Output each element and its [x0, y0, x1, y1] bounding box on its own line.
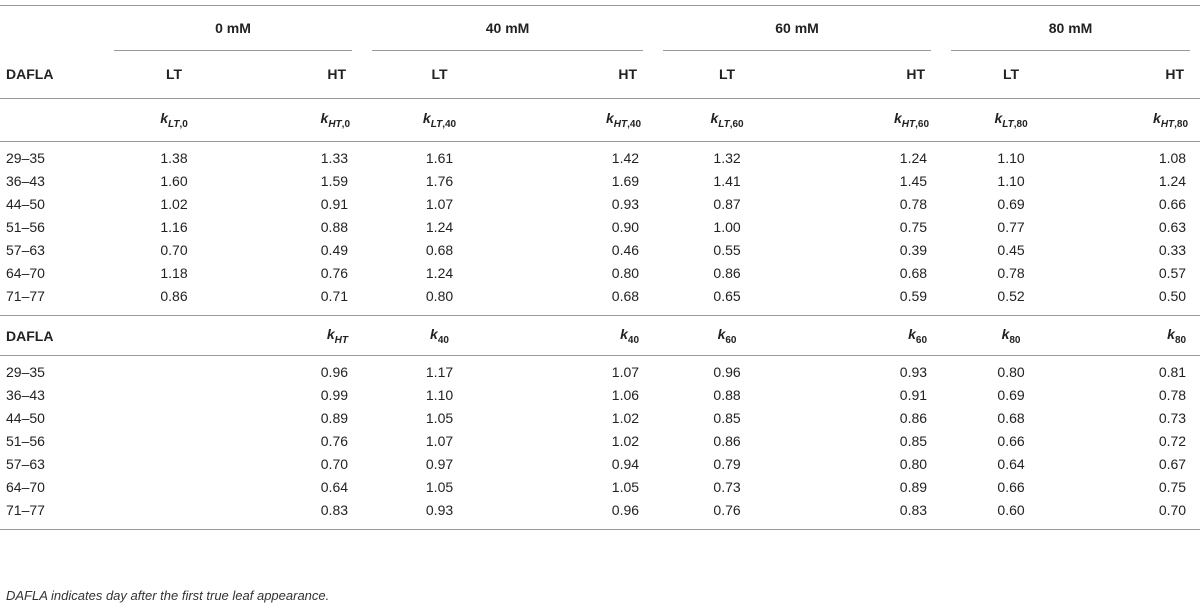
coefficient-header [801, 99, 941, 142]
coefficient-header [941, 316, 1081, 356]
coefficient-main: k [994, 110, 1003, 127]
value-cell: 0.49 [320, 241, 349, 258]
value-cell: 0.67 [1158, 455, 1187, 472]
coefficient-subscript [725, 334, 736, 345]
value-cell: 0.73 [713, 478, 741, 495]
value-cell: 1.61 [425, 149, 454, 166]
value-cell: 0.68 [425, 241, 454, 258]
value-cell: 0.86 [713, 264, 741, 281]
empty-cell [104, 433, 244, 456]
sublabel-ht: HT [618, 66, 638, 83]
concentration-header: 40 mM [485, 19, 530, 36]
coefficient-symbol [710, 110, 744, 130]
concentration-header: 60 mM [775, 19, 819, 36]
coefficient-num: ,0 [179, 118, 188, 130]
dafla-cell: 29–35 [6, 149, 45, 166]
coefficient-sub: HT [901, 118, 916, 130]
value-cell: 1.05 [425, 409, 454, 426]
coefficient-subscript [1175, 334, 1186, 345]
value-cell: 0.66 [997, 478, 1025, 495]
value-cell: 0.60 [997, 501, 1025, 518]
value-cell: 0.59 [899, 287, 928, 304]
coefficient-header [244, 99, 362, 142]
value-cell: 0.94 [611, 455, 640, 472]
dafla-cell: 64–70 [6, 478, 45, 495]
value-cell: 0.96 [713, 363, 741, 380]
value-cell: 1.08 [1158, 149, 1187, 166]
value-cell: 1.02 [160, 195, 188, 212]
value-cell: 0.69 [997, 195, 1025, 212]
coefficient-symbol [320, 110, 351, 130]
value-cell: 0.90 [611, 218, 640, 235]
coefficient-main: k [320, 110, 329, 127]
concentration-header: 80 mM [1048, 19, 1093, 36]
coefficient-subscript [328, 119, 350, 130]
value-cell: 0.93 [611, 195, 640, 212]
value-cell: 1.32 [713, 149, 741, 166]
coefficient-subscript [902, 119, 929, 130]
coefficient-header [104, 99, 244, 142]
value-cell: 1.24 [1158, 172, 1187, 189]
dafla-cell: 51–56 [6, 432, 45, 449]
footnote: DAFLA indicates day after the first true leaf appearance. [6, 588, 330, 603]
value-cell: 0.85 [713, 409, 741, 426]
coefficient-subscript [1002, 119, 1027, 130]
coefficient-header [517, 99, 653, 142]
value-cell: 0.46 [611, 241, 640, 258]
value-cell: 0.83 [899, 501, 928, 518]
value-cell: 0.52 [997, 287, 1025, 304]
value-cell: 0.64 [320, 478, 349, 495]
dafla-cell: 57–63 [6, 455, 45, 472]
coefficient-num: 40 [627, 334, 640, 346]
coefficient-sub: LT [167, 118, 180, 130]
empty-cell [104, 387, 244, 410]
value-cell: 0.75 [899, 218, 928, 235]
value-cell: 0.69 [997, 386, 1025, 403]
header-concentration-row [0, 6, 1200, 50]
value-cell: 0.78 [1158, 386, 1187, 403]
value-cell: 0.80 [899, 455, 928, 472]
value-cell: 0.86 [899, 409, 928, 426]
value-cell: 0.57 [1158, 264, 1187, 281]
value-cell: 1.76 [425, 172, 454, 189]
value-cell: 1.24 [425, 264, 454, 281]
table-row [0, 433, 1200, 456]
spacer-row [0, 142, 1200, 150]
section2-label: DAFLA [6, 327, 54, 344]
value-cell: 0.96 [320, 363, 349, 380]
table-row [0, 479, 1200, 502]
value-cell: 1.33 [320, 149, 349, 166]
value-cell: 0.68 [611, 287, 640, 304]
value-cell: 1.18 [160, 264, 188, 281]
value-cell: 0.76 [713, 501, 741, 518]
value-cell: 0.45 [997, 241, 1025, 258]
value-cell: 0.55 [713, 241, 741, 258]
value-cell: 0.83 [320, 501, 349, 518]
coefficient-header [362, 99, 517, 142]
coefficient-subscript [628, 334, 639, 345]
coefficient-header [517, 316, 653, 356]
value-cell: 1.05 [425, 478, 454, 495]
coefficient-header [1081, 99, 1200, 142]
coefficient-num: ,40 [442, 118, 457, 130]
coefficient-blank [0, 99, 104, 142]
value-cell: 0.88 [713, 386, 741, 403]
coefficient-main: k [908, 325, 916, 342]
table-row [0, 242, 1200, 265]
value-cell: 1.07 [611, 363, 640, 380]
value-cell: 0.97 [425, 455, 454, 472]
table-row [0, 364, 1200, 387]
coefficient-num: 80 [1009, 334, 1021, 346]
value-cell: 1.06 [611, 386, 640, 403]
value-cell: 0.75 [1158, 478, 1187, 495]
table-row [0, 387, 1200, 410]
sublabel-lt: LT [1003, 66, 1020, 83]
sublabel-lt: LT [718, 66, 736, 83]
sublabel-ht: HT [327, 66, 347, 83]
coefficient-main: k [430, 325, 438, 342]
value-cell: 1.07 [425, 432, 454, 449]
coefficient-symbol [422, 110, 457, 130]
table-row [0, 219, 1200, 242]
dafla-cell: 36–43 [6, 172, 45, 189]
value-cell: 0.93 [425, 501, 454, 518]
coefficient-subscript [431, 119, 456, 130]
value-cell: 1.02 [611, 432, 640, 449]
value-cell: 0.64 [997, 455, 1025, 472]
spacer-cell [0, 356, 104, 364]
coefficient-symbol [430, 325, 449, 346]
coefficient-sub: HT [613, 118, 628, 130]
data-table [0, 5, 1200, 530]
value-cell: 1.10 [997, 149, 1025, 166]
value-cell: 1.41 [713, 172, 741, 189]
value-cell: 0.65 [713, 287, 741, 304]
value-cell: 1.10 [997, 172, 1025, 189]
coefficient-main: k [717, 325, 726, 342]
value-cell: 0.89 [899, 478, 928, 495]
coefficient-symbol [1001, 325, 1021, 346]
value-cell: 0.80 [611, 264, 640, 281]
coefficient-row [0, 99, 1200, 142]
value-cell: 0.77 [997, 218, 1025, 235]
coefficient-subscript [438, 334, 449, 345]
coefficient-subscript [916, 334, 927, 345]
value-cell: 1.38 [160, 149, 188, 166]
value-cell: 0.86 [160, 287, 188, 304]
value-cell: 0.88 [320, 218, 349, 235]
value-cell: 0.85 [899, 432, 928, 449]
coefficient-sub: HT [334, 334, 349, 346]
value-cell: 0.68 [997, 409, 1025, 426]
value-cell: 1.16 [160, 218, 188, 235]
coefficient-symbol [717, 325, 737, 346]
dafla-cell: 29–35 [6, 363, 45, 380]
dafla-cell: 57–63 [6, 241, 45, 258]
row-header-dafla: DAFLA [6, 66, 54, 83]
empty-cell [104, 502, 244, 530]
value-cell: 0.96 [611, 501, 640, 518]
value-cell: 0.68 [899, 264, 928, 281]
section2-blank [104, 316, 244, 356]
coefficient-num: ,80 [1013, 118, 1028, 130]
empty-cell [104, 410, 244, 433]
empty-cell [104, 479, 244, 502]
dafla-cell: 44–50 [6, 195, 45, 212]
coefficient-main: k [620, 325, 628, 342]
value-cell: 0.91 [899, 386, 928, 403]
value-cell: 1.45 [899, 172, 928, 189]
dafla-cell: 44–50 [6, 409, 45, 426]
value-cell: 1.24 [425, 218, 454, 235]
sublabel-lt: LT [431, 66, 448, 83]
coefficient-num: 60 [915, 334, 928, 346]
value-cell: 0.91 [320, 195, 349, 212]
coefficient-main: k [1001, 325, 1010, 342]
table-row [0, 288, 1200, 316]
coefficient-header [244, 316, 362, 356]
value-cell: 0.78 [899, 195, 928, 212]
coefficient-sub: HT [1160, 118, 1175, 130]
value-cell: 0.81 [1158, 363, 1187, 380]
coefficient-symbol [894, 110, 930, 130]
coefficient-symbol [908, 325, 928, 346]
coefficient-num: ,80 [1174, 118, 1189, 130]
coefficient-header [941, 99, 1081, 142]
coefficient-subscript [718, 119, 743, 130]
value-cell: 1.24 [899, 149, 928, 166]
coefficient-num: ,0 [341, 118, 351, 130]
concentration-header: 0 mM [215, 19, 251, 36]
coefficient-header [1081, 316, 1200, 356]
value-cell: 0.89 [320, 409, 349, 426]
coefficient-num: ,60 [729, 118, 744, 130]
value-cell: 0.99 [320, 386, 349, 403]
table-row [0, 410, 1200, 433]
coefficient-header [801, 316, 941, 356]
coefficient-main: k [326, 325, 335, 342]
value-cell: 0.66 [1158, 195, 1187, 212]
value-cell: 0.70 [320, 455, 349, 472]
value-cell: 1.05 [611, 478, 640, 495]
dafla-cell: 71–77 [6, 501, 45, 518]
value-cell: 0.70 [1158, 501, 1187, 518]
value-cell: 0.86 [713, 432, 741, 449]
value-cell: 1.00 [713, 218, 741, 235]
coefficient-sub: LT [1002, 118, 1014, 130]
coefficient-symbol [994, 110, 1028, 130]
value-cell: 0.39 [899, 241, 928, 258]
value-cell: 0.80 [997, 363, 1025, 380]
value-cell: 1.07 [425, 195, 454, 212]
value-cell: 1.42 [611, 149, 640, 166]
empty-cell [104, 364, 244, 387]
coefficient-symbol [160, 110, 188, 130]
coefficient-symbol [326, 325, 349, 346]
coefficient-num: ,60 [915, 118, 930, 130]
empty-cell [104, 456, 244, 479]
coefficient-sub: HT [328, 118, 342, 130]
coefficient-subscript [614, 119, 641, 130]
coefficient-symbol [1153, 110, 1189, 130]
coefficient-num: 40 [437, 334, 449, 346]
table-row [0, 265, 1200, 288]
spacer-row [0, 356, 1200, 364]
value-cell: 0.87 [713, 195, 741, 212]
coefficient-main: k [160, 110, 168, 127]
coefficient-symbol [620, 325, 640, 346]
value-cell: 0.76 [320, 432, 349, 449]
dafla-cell: 64–70 [6, 264, 45, 281]
coefficient-subscript [1161, 119, 1188, 130]
header-sublabel-row [0, 51, 1200, 99]
coefficient-main: k [1153, 110, 1161, 127]
value-cell: 0.72 [1158, 432, 1187, 449]
coefficient-symbol [605, 110, 642, 130]
dafla-cell: 36–43 [6, 386, 45, 403]
value-cell: 0.66 [997, 432, 1025, 449]
value-cell: 0.76 [320, 264, 349, 281]
coefficient-main: k [605, 110, 614, 127]
value-cell: 0.33 [1158, 241, 1187, 258]
coefficient-header [653, 316, 801, 356]
coefficient-subscript [335, 334, 348, 345]
value-cell: 1.17 [425, 363, 454, 380]
value-cell: 1.10 [425, 386, 454, 403]
coefficient-num: 60 [725, 334, 737, 346]
coefficient-main: k [894, 110, 902, 127]
value-cell: 1.60 [160, 172, 188, 189]
section2-header-row [0, 316, 1200, 356]
value-cell: 0.80 [425, 287, 454, 304]
coefficient-subscript [168, 119, 188, 130]
coefficient-sub: LT [718, 118, 730, 130]
value-cell: 0.71 [320, 287, 349, 304]
value-cell: 0.50 [1158, 287, 1187, 304]
dafla-cell: 51–56 [6, 218, 45, 235]
coefficient-sub: LT [430, 118, 443, 130]
coefficient-main: k [710, 110, 719, 127]
value-cell: 0.93 [899, 363, 928, 380]
value-cell: 1.02 [611, 409, 640, 426]
value-cell: 1.59 [320, 172, 349, 189]
table-row [0, 456, 1200, 479]
coefficient-main: k [1167, 325, 1175, 342]
sublabel-lt: LT [165, 66, 183, 83]
dafla-cell: 71–77 [6, 287, 45, 304]
value-cell: 0.78 [997, 264, 1025, 281]
value-cell: 1.69 [611, 172, 640, 189]
coefficient-num: ,40 [627, 118, 642, 130]
coefficient-main: k [422, 110, 431, 127]
coefficient-num: 80 [1174, 334, 1187, 346]
value-cell: 0.63 [1158, 218, 1187, 235]
coefficient-symbol [1167, 325, 1187, 346]
coefficient-subscript [1009, 334, 1020, 345]
table-row [0, 196, 1200, 219]
table-row [0, 150, 1200, 173]
header-blank [0, 6, 104, 50]
sublabel-ht: HT [906, 66, 926, 83]
value-cell: 0.70 [160, 241, 188, 258]
value-cell: 0.79 [713, 455, 741, 472]
table-row [0, 502, 1200, 530]
coefficient-header [362, 316, 517, 356]
spacer-cell [0, 142, 104, 150]
value-cell: 0.73 [1158, 409, 1187, 426]
table-row [0, 173, 1200, 196]
coefficient-header [653, 99, 801, 142]
sublabel-ht: HT [1165, 66, 1185, 83]
